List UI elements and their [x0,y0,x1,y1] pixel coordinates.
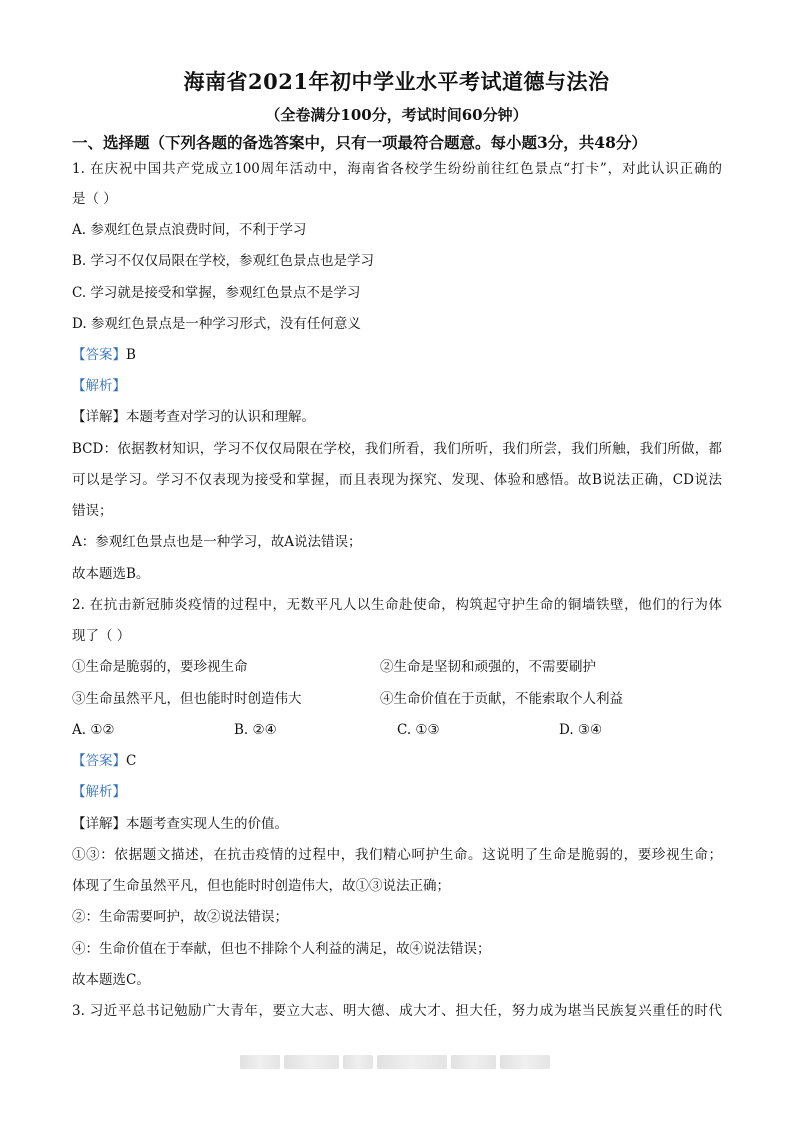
q1-answer [72,346,136,364]
q1-stem-line1: 1. 在庆祝中国共产党成立100周年活动中，海南省各校学生纷纷前往红色景点“打卡”，对此认识正确的 [72,161,722,177]
detail-text: 本题考查对学习的认识和理解。 [126,409,315,425]
q2-option-b: B. ②④ [234,722,277,738]
answer-tag: 【答案】 [72,753,126,769]
q1-explain-line3: 错误； [72,503,113,519]
answer-value: C [126,753,137,769]
q2-item-4: ④生命价值在于贡献，不能索取个人利益 [380,691,623,707]
q1-analysis [72,377,126,395]
q2-stem-line2: 现了（ ） [72,628,131,644]
q2-stem-line1: 2. 在抗击新冠肺炎疫情的过程中，无数平凡人以生命赴使命，构筑起守护生命的铜墙铁壁，他们的行为体 [72,597,722,613]
q1-option-a: A. 参观红色景点浪费时间，不利于学习 [72,222,307,238]
q2-conclusion: 故本题选C。 [72,972,150,988]
analysis-tag: 【解析】 [72,378,126,394]
q1-option-b: B. 学习不仅仅局限在学校，参观红色景点也是学习 [72,253,375,269]
q2-explain-line3: ②：生命需要呵护，故②说法错误； [72,909,288,925]
q1-stem-line2: 是（ ） [72,191,117,207]
analysis-tag: 【解析】 [72,784,126,800]
q1-option-d: D. 参观红色景点是一种学习形式，没有任何意义 [72,316,361,332]
page-title: 海南省2021年初中学业水平考试道德与法治 [183,69,610,94]
q1-detail [72,408,315,426]
detail-text: 本题考查实现人生的价值。 [126,816,288,832]
q1-explain-line2: 可以是学习。学习不仅表现为接受和掌握，而且表现为探究、发现、体验和感悟。故B说法正确，CD说法 [72,472,722,488]
exam-subtitle: （全卷满分100分，考试时间60分钟） [265,106,528,124]
blurred-footer-watermark [240,1055,555,1069]
answer-value: B [126,347,136,363]
q2-option-a: A. ①② [72,722,115,738]
q2-analysis [72,783,126,801]
q1-conclusion: 故本题选B。 [72,566,150,582]
detail-tag: 【详解】 [72,409,126,425]
q2-explain-line1: ①③：依据题文描述，在抗击疫情的过程中，我们精心呵护生命。这说明了生命是脆弱的，要珍视生命； [72,847,722,863]
q2-item-1: ①生命是脆弱的，要珍视生命 [72,659,248,675]
q3-stem-line1: 3. 习近平总书记勉励广大青年，要立大志、明大德、成大才、担大任，努力成为堪当民族复兴重任的时代 [72,1003,722,1019]
q2-answer [72,752,136,770]
q2-explain-line4: ④：生命价值在于奉献，但也不排除个人利益的满足，故④说法错误； [72,941,491,957]
q2-item-3: ③生命虽然平凡，但也能时时创造伟大 [72,691,302,707]
q1-explain-line1: BCD：依据教材知识，学习不仅仅局限在学校，我们所看，我们所听，我们所尝，我们所触，我们所做，都 [72,441,722,457]
q2-detail [72,815,288,833]
detail-tag: 【详解】 [72,816,126,832]
answer-tag: 【答案】 [72,347,126,363]
q2-option-c: C. ①③ [397,722,440,738]
section-heading: 一、选择题（下列各题的备选答案中，只有一项最符合题意。每小题3分，共48分） [72,133,647,152]
q1-option-c: C. 学习就是接受和掌握，参观红色景点不是学习 [72,285,361,301]
q2-option-d: D. ③④ [559,722,603,738]
q2-explain-line2: 体现了生命虽然平凡，但也能时时创造伟大，故①③说法正确； [72,878,450,894]
q1-explain-line4: A：参观红色景点也是一种学习，故A说法错误； [72,534,362,550]
q2-item-2: ②生命是坚韧和顽强的，不需要刷护 [380,659,596,675]
